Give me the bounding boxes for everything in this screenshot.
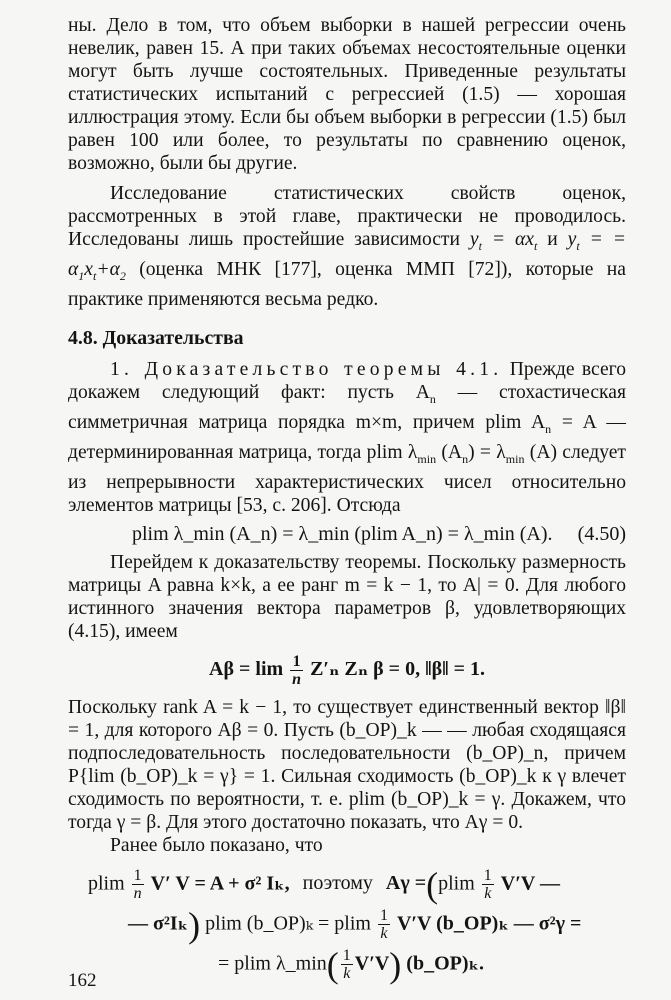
- proof-lead: 1. Доказательство теоремы 4.1.: [110, 358, 503, 380]
- paragraph-research: [68, 182, 626, 311]
- paragraph-proof-start: Перейдем к доказательству теоремы. Поскольку размерность матрицы A равна k×k, а ее ранг m = k − 1, то A| = 0. Для любого истинного значения вектора параметров β, удовлетворяющих (4.15), имеем: [68, 551, 626, 642]
- formula-yt-linear: $y_t$ = = $\alpha_1x_t+\alpha_2$: [68, 229, 626, 283]
- page-body: [68, 14, 626, 987]
- equation-number: (4.50): [577, 522, 626, 545]
- equation-plim-line2: — σ²Iₖ) plim (b_OP)ₖ = plim $\frac{1}{k}$ V′V (b_OP)ₖ — σ²γ =: [128, 904, 582, 945]
- equation-4-50-body: plim λ_min (A_n) = λ_min (plim A_n) = λ_min (A).: [132, 522, 553, 545]
- research-text-a: Исследование статистических свойств оценок, рассмотренных в этой главе, практически не проводилось. Исследованы лишь простейшие зависимости: [68, 183, 626, 250]
- equation-4-50: [68, 521, 626, 547]
- equation-plim-line3: = plim λ_min( $\frac{1}{k}$ V′V) (b_OP)ₖ.: [218, 944, 484, 985]
- fraction: $\frac{1}{k}$: [379, 907, 388, 943]
- research-text-b: (оценка МНК [177], оценка ММП [72]), которые на практике применяются весьма редко.: [68, 258, 626, 310]
- research-and: и: [537, 229, 568, 250]
- equation-abeta: Aβ = lim $\frac{1}{n}$ Z′ₙ Zₙ β = 0, ‖β‖ = 1.: [209, 652, 485, 688]
- paragraph-intro: ны. Дело в том, что объем выборки в нашей регрессии очень невелик, равен 15. А при таких объемах несостоятельные оценки могут быть лучше состоятельных. Приведенные результаты статистических испытаний с регрессией (1.5) — хорошая иллюстрация этому. Если бы объем выборки в регрессии (1.5) был равен 100 или более, то результаты по сравнению оценок, возможно, были бы другие.: [68, 15, 626, 174]
- section-title: 4.8. Доказательства: [68, 326, 244, 349]
- page-number: 162: [68, 970, 97, 991]
- fraction: $\frac{1}{n}$: [292, 652, 302, 688]
- fraction: $\frac{1}{k}$: [342, 947, 351, 983]
- paragraph-proof-theorem: 1. Доказательство теоремы 4.1. Прежде всего докажем следующий факт: пусть $A_n$ — стохастическая симметричная матрица порядка m×m, причем plim $A_n = A$ — детерминированная матрица, тогда plim $\lambda_{min}$ $(A_n) = \lambda_{min}$ (A) следует из непрерывности характеристических чисел относительно элементов матрицы [53, с. 206]. Отсюда: [68, 358, 627, 516]
- formula-yt: $y_t = \alpha x_t$: [469, 229, 538, 253]
- equation-plim-line1: plim $\frac{1}{n}$ V′ V = A + σ² Iₖ, поэтому Aγ =(plim $\frac{1}{k}$ V′V —: [88, 864, 560, 905]
- paragraph-earlier: Ранее было показано, что: [110, 834, 323, 856]
- fraction: $\frac{1}{n}$: [133, 867, 142, 903]
- fraction: $\frac{1}{k}$: [483, 867, 492, 903]
- paragraph-rank: Поскольку rank A = k − 1, то существует единственный вектор ‖β‖ = 1, для которого Aβ = 0. Пусть (b_OP)_k — — любая сходящаяся подпоследовательность последовательности (b_OP)_n, причем P{lim (b_OP)_k = γ} = 1. Сильная сходимость (b_OP)_k к γ влечет сходимость по вероятности, т. е. plim (b_OP)_k = γ. Докажем, что тогда γ = β. Для этого достаточно показать, что Aγ = 0.: [68, 696, 626, 833]
